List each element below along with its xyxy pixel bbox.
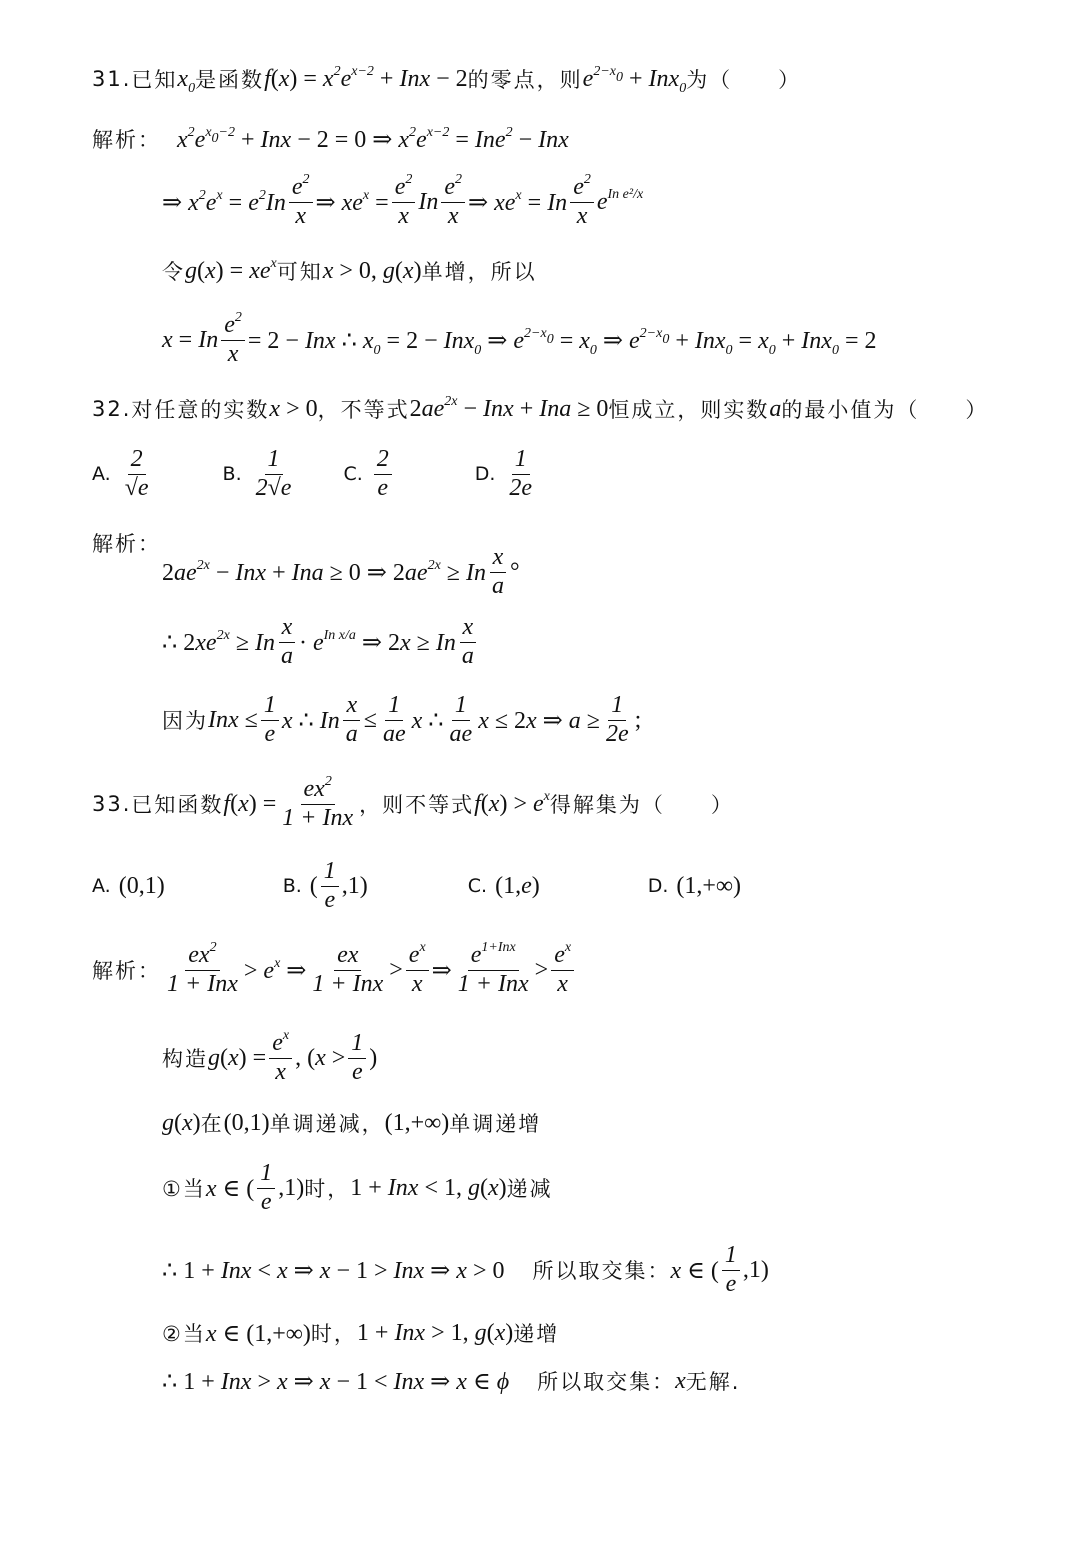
q33-option-d[interactable]: D. (1,+∞): [647, 872, 742, 899]
q32-solution-line1: $2ae^{2x}$ − Inx + Ina ≥ 0 ⇒ $2ae^{2x} \ge In$ $\frac{x}{a}$ °: [162, 544, 520, 599]
q33-solution-line6: ②当 x ∈ (1,+∞) 时， 1 + Inx > 1, g(x) 递增: [162, 1319, 560, 1347]
q31-solution-line2: ⇒ $x^2e^x = e^2In$ $\frac{e^2}{x}$ ⇒ $xe^x$ = $\frac{e^2}{x}$ In $\frac{e^2}{x}$ ⇒ $xe^x = In$ $\frac{e^2}{x}$ $e^{In e^2/x}$: [162, 172, 644, 229]
q33-solution-line3: g(x) 在 (0,1) 单调递减， (1,+∞) 单调递增: [162, 1109, 542, 1136]
q33-solution-line7: ∴ 1 + Inx > x ⇒ x − 1 < Inx ⇒ x ∈ ϕ 所以取交集： x 无解.: [162, 1367, 741, 1395]
q33-solution-line5: ∴ 1 + Inx < x ⇒ x − 1 > Inx ⇒ x > 0 所以取交集： x ∈ ( $\frac{1}{e}$ ,1): [162, 1242, 769, 1297]
q31-stem: 31. 已知 $x_0$ 是函数 $f(x) = x^2e^{x-2}$ + Inx − 2 的零点，则 $e^{2-x_0} + Inx_0$ 为（ ）: [92, 63, 802, 96]
q33-solution-line1: 解析： $\frac{ex^2}{\text{1 + Inx}}$ > $e^x$ ⇒ $\frac{ex}{\text{1 + Inx}}$ > $\frac{e^x}{x}$ ⇒ $\frac{e^{1+Inx}}{\text{1 + Inx}}$ > $\frac{e^x}{x}$: [92, 942, 577, 998]
q32-options: [92, 446, 538, 502]
q33-solution-line2: 构造 g(x) = $\frac{e^x}{x}$ , (x > $\frac{1}{e}$ ): [162, 1028, 378, 1085]
q31-solution-line1: 解析： $x^2e^{x_0-2}$ + Inx − 2 = 0 ⇒ $x^2e^{x-2} = Ine^2$ − Inx: [92, 124, 569, 153]
q31-solution-line3: 令 $g(x) = xe^x$ 可知 x > 0, g(x) 单增，所以: [162, 255, 537, 284]
q33-option-a[interactable]: A. (0,1): [92, 872, 165, 899]
q32-analysis-label: 解析：: [92, 532, 161, 556]
q31-analysis-label: 解析：: [92, 128, 161, 152]
q32-solution-line2: ∴ $2xe^{2x} \ge In$ $\frac{x}{a}$ · $e^{In x/a}$ ⇒ 2x ≥ In $\frac{x}{a}$: [162, 614, 480, 670]
q33-analysis-label: 解析：: [92, 959, 161, 984]
q32-analysis: [92, 528, 161, 558]
q32-option-b[interactable]: B. $\frac{1}{2√e}$: [222, 446, 292, 501]
q32-number: 32.: [92, 397, 132, 421]
q31-number: 31.: [92, 67, 132, 91]
q33-number: 33.: [92, 792, 132, 817]
q33-solution-line4: ①当 x ∈ ( $\frac{1}{e}$ ,1) 时， 1 + Inx < 1, g(x) 递减: [162, 1160, 553, 1215]
q32-stem: 32. 对任意的实数 x > 0 ，不等式 $2ae^{2x}$ − Inx + Ina ≥ 0 恒成立，则实数 a 的最小值为（ ）: [92, 393, 989, 422]
q32-option-a[interactable]: A. $\frac{2}{√e}$: [92, 446, 149, 501]
q33-options: [92, 858, 741, 914]
q33-option-c[interactable]: C. (1,e): [467, 872, 540, 899]
q33-option-b[interactable]: B. ( $\frac{1}{e}$ ,1): [282, 858, 368, 913]
q31-solution-line4: x = In $\frac{e^2}{x}$ = 2 − Inx ∴ $x_0 = 2 - Inx_0$ ⇒ $e^{2-x_0} = x_0$ ⇒ $e^{2-x_0} + Inx_0 = x_0 + Inx_0 = 2$: [162, 310, 877, 367]
q32-solution-line3: 因为 Inx ≤ $\frac{1}{e}$ x ∴ In $\frac{x}{a}$ ≤ $\frac{1}{ae}$ x ∴ $\frac{1}{ae}$ x ≤ 2x ⇒ a ≥ $\frac{1}{2e}$ ;: [162, 692, 642, 747]
q32-option-d[interactable]: D. $\frac{1}{2e}$: [474, 446, 533, 501]
q32-option-c[interactable]: C. $\frac{2}{e}$: [343, 446, 394, 502]
q33-stem: 33. 已知函数 f(x) = $\frac{ex^2}{\text{1 + Inx}}$ ，则不等式 $f(x) > e^x$ 得解集为（ ）: [92, 774, 734, 831]
